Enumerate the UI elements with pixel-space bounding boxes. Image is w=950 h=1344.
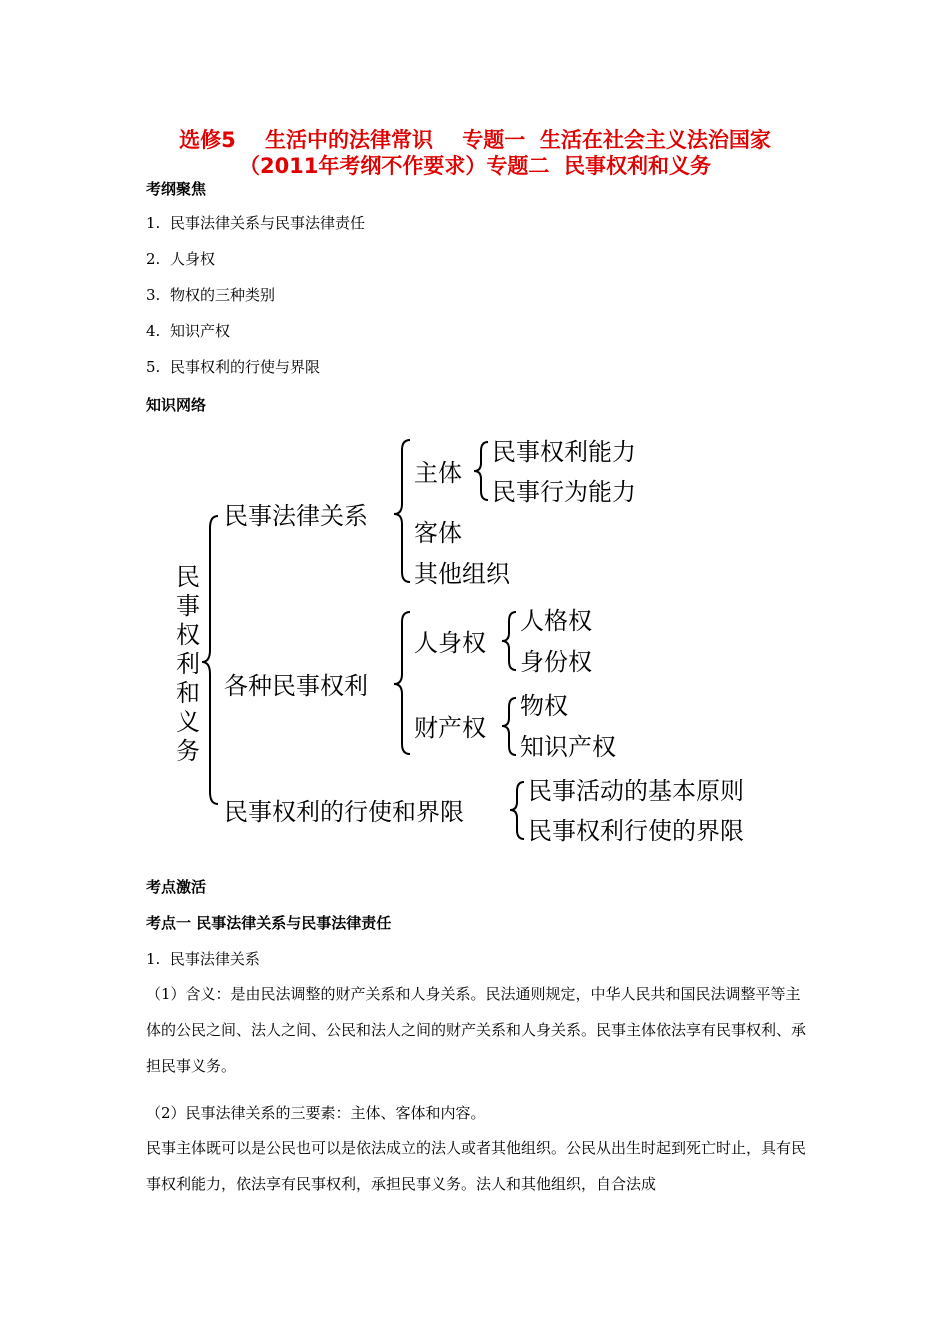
network-heading: 知识网络 — [146, 396, 207, 414]
node-other-organizations: 其他组织 — [414, 560, 510, 588]
node-civil-rights-capacity: 民事权利能力 — [492, 438, 636, 466]
node-real-rights: 物权 — [520, 692, 568, 720]
root-char: 和 — [176, 679, 200, 707]
item-text: 人身权 — [170, 250, 216, 268]
branch-civil-rights: 各种民事权利 — [224, 672, 368, 700]
item-text: 物权的三种类别 — [170, 286, 276, 304]
node-identity-rights: 身份权 — [520, 648, 592, 676]
node-subject: 主体 — [414, 459, 462, 487]
outline-heading: 考纲聚焦 — [146, 180, 207, 198]
paragraph-civil-subjects: 民事主体既可以是公民也可以是依法成立的法人或者其他组织。公民从出生时起到死亡时止，具有民事权利能力，依法享有民事权利，承担民事义务。法人和其他组织，自合法成 — [146, 1139, 807, 1193]
root-char: 务 — [176, 737, 200, 765]
item-text: 民事权利的行使与界限 — [170, 358, 321, 376]
document-title-line1: 选修5 生活中的法律常识 专题一 生活在社会主义法治国家 — [179, 128, 771, 152]
node-object: 客体 — [414, 519, 462, 547]
section-item-1: 1. 民事法律关系 — [146, 950, 260, 968]
branch-exercise-and-limits: 民事权利的行使和界限 — [224, 798, 464, 826]
item-number: 2. — [146, 250, 161, 268]
paragraph-definition: （1）含义：是由民法调整的财产关系和人身关系。民法通则规定，中华人民共和国民法调整平等主体的公民之间、法人之间、公民和法人之间的财产关系和人身关系。民事主体依法享有民事权利、承担民事义务。 — [146, 985, 807, 1075]
node-civil-conduct-capacity: 民事行为能力 — [492, 478, 636, 506]
node-limits-of-exercise: 民事权利行使的界限 — [528, 817, 744, 845]
item-text: 知识产权 — [170, 322, 231, 340]
item-number: 3. — [146, 286, 161, 304]
root-char: 事 — [176, 592, 200, 620]
root-char: 利 — [176, 650, 200, 678]
root-char: 民 — [176, 563, 200, 591]
paragraph-three-elements: （2）民事法律关系的三要素：主体、客体和内容。 — [146, 1104, 486, 1122]
node-property-rights: 财产权 — [414, 714, 486, 742]
item-number: 5. — [146, 358, 161, 376]
item-text: 民事法律关系与民事法律责任 — [170, 214, 366, 232]
item-number: 4. — [146, 322, 161, 340]
node-basic-principles: 民事活动的基本原则 — [528, 777, 744, 805]
root-char: 权 — [176, 621, 200, 649]
branch-civil-legal-relation: 民事法律关系 — [224, 502, 368, 530]
section-heading: 考点激活 — [146, 878, 207, 896]
node-personal-rights: 人身权 — [414, 629, 486, 657]
node-intellectual-property: 知识产权 — [520, 733, 616, 761]
document-title-line2: （2011年考纲不作要求）专题二 民事权利和义务 — [238, 154, 712, 178]
item-number: 1. — [146, 214, 161, 232]
node-personality-rights: 人格权 — [520, 607, 592, 635]
root-char: 义 — [176, 708, 200, 736]
section-subheading: 考点一 民事法律关系与民事法律责任 — [146, 914, 392, 932]
